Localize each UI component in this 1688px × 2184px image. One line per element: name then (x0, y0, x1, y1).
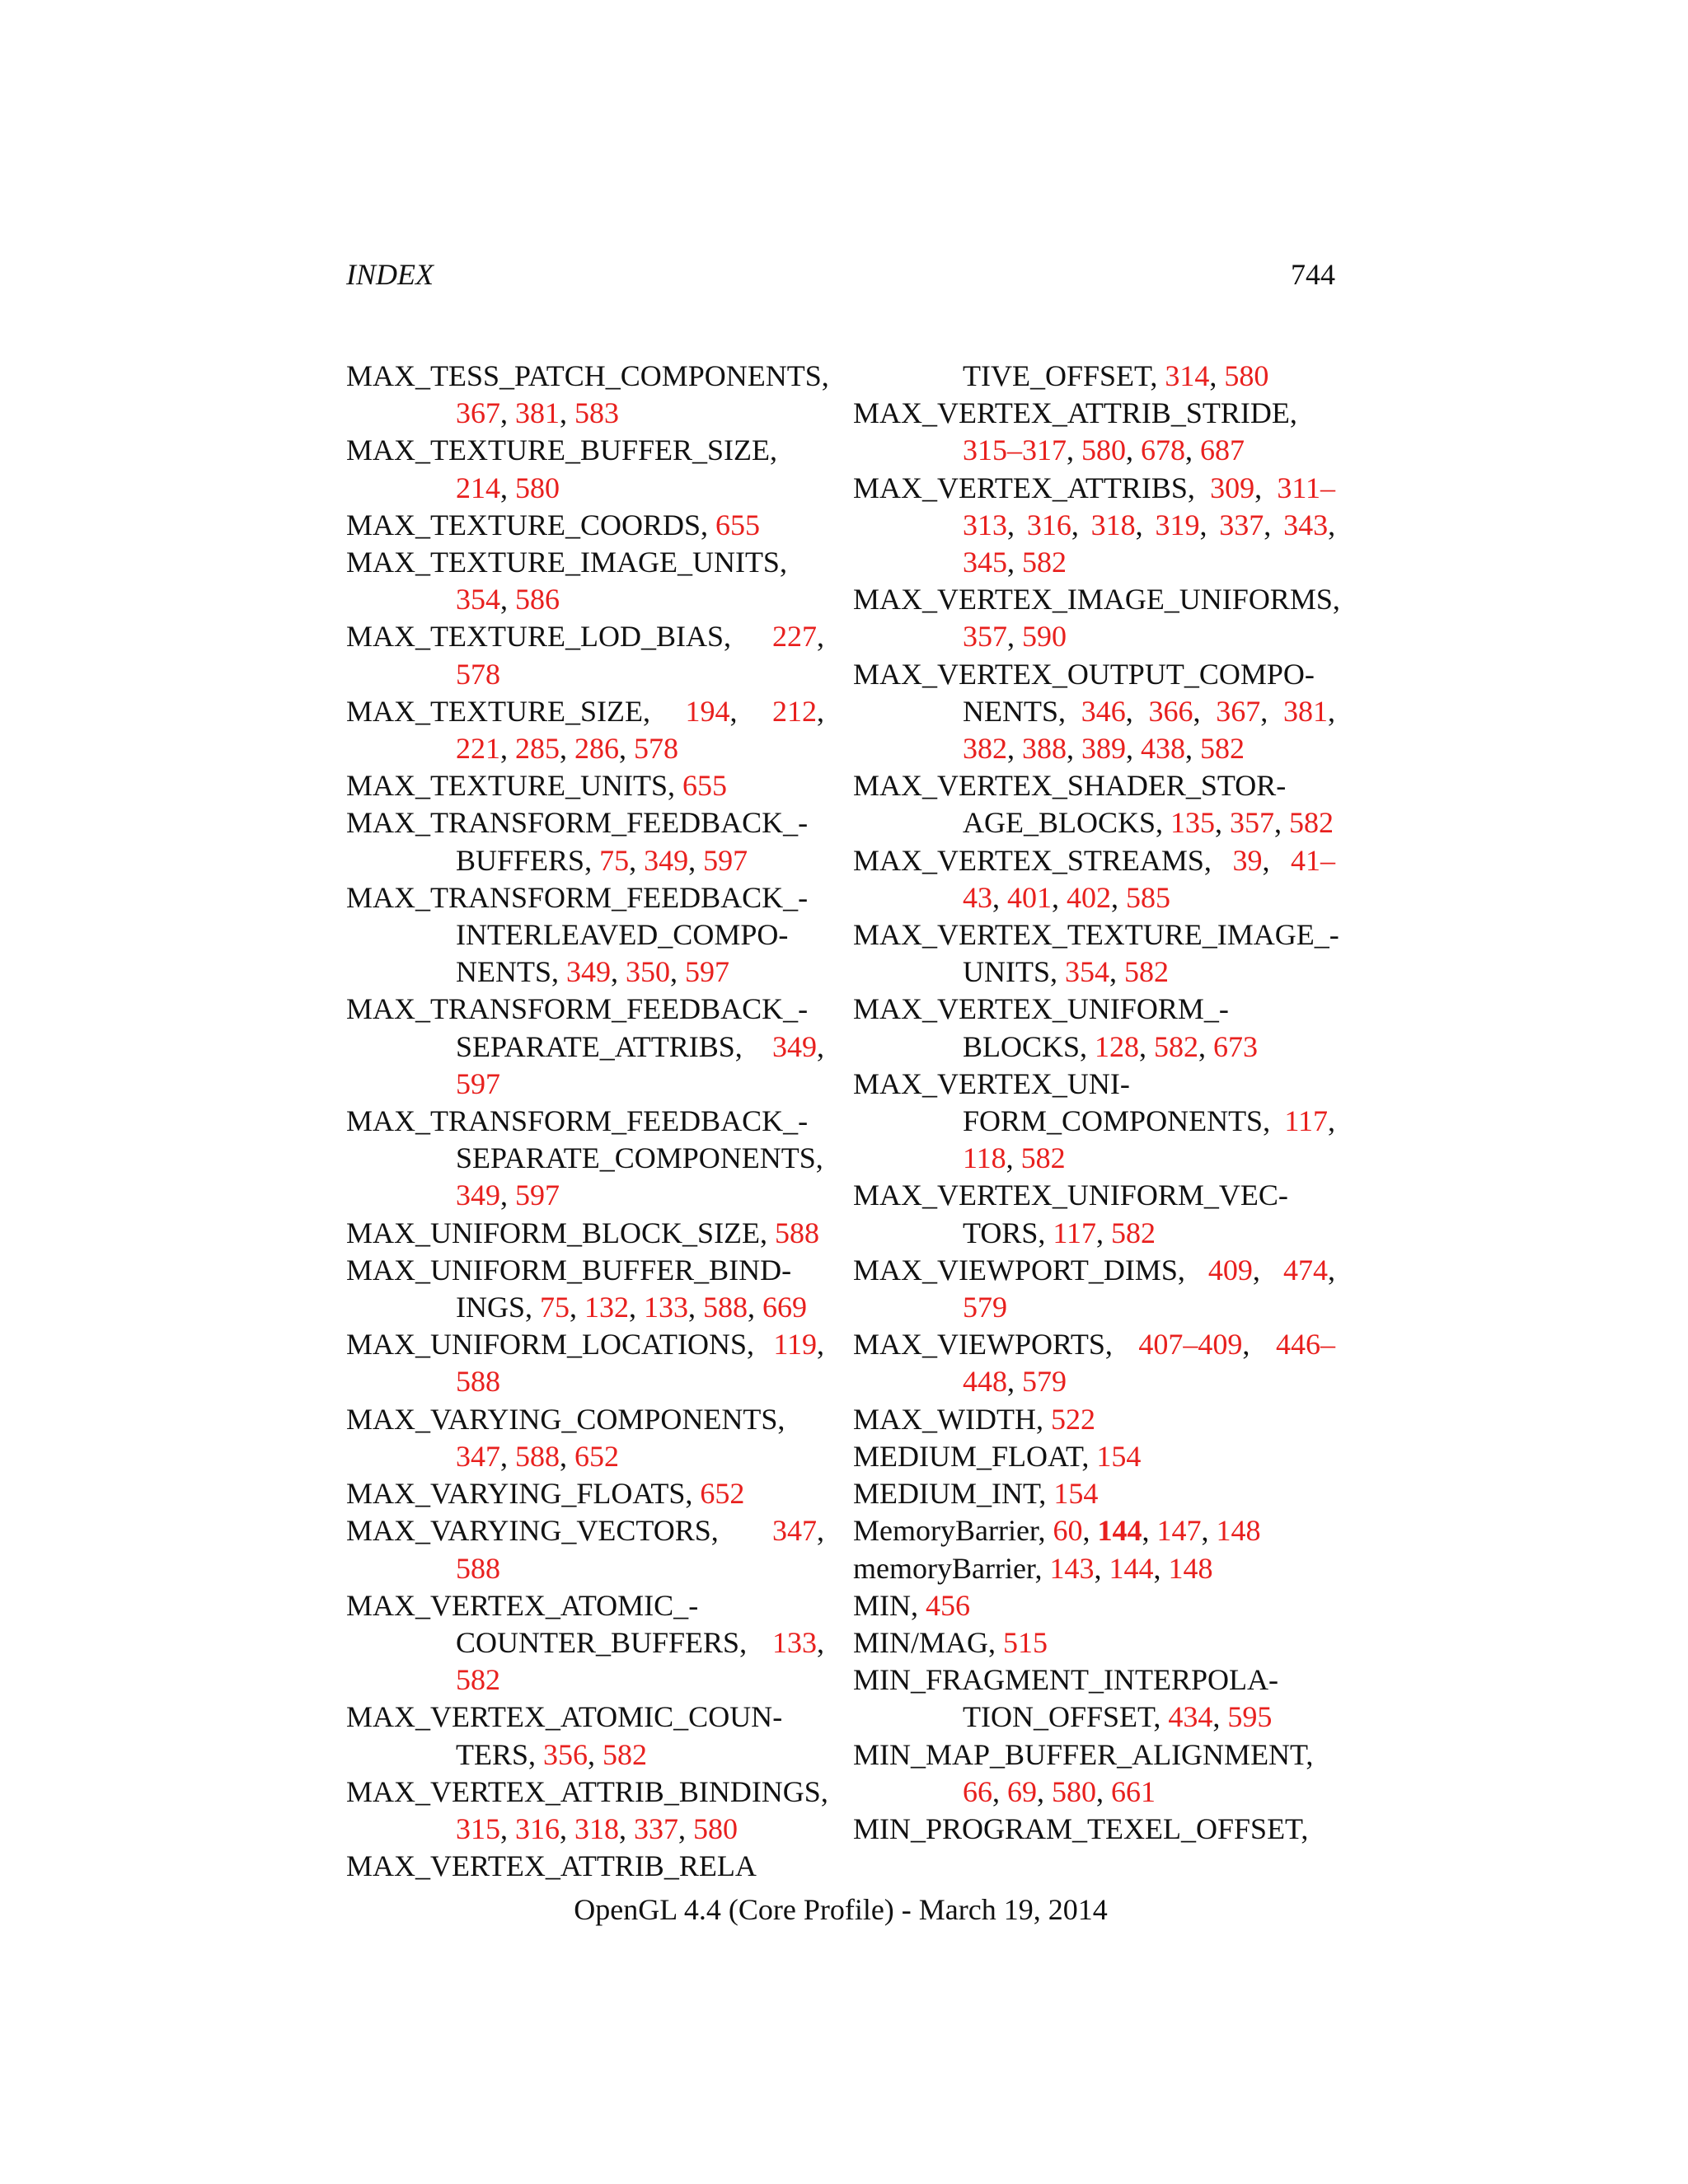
page-link[interactable]: 66 (963, 1774, 992, 1808)
page-link[interactable]: 434 (1168, 1700, 1213, 1734)
page-link[interactable]: 354 (1065, 955, 1109, 989)
index-entry: MAX_TRANSFORM_FEEDBACK_INTERLEAVED_COMPONENTS, 349, 350, 597 (346, 880, 809, 989)
page-link[interactable]: 409 (1207, 1253, 1253, 1286)
page-link[interactable]: 597 (515, 1179, 560, 1212)
page-link[interactable]: 446–448 (963, 1328, 1335, 1399)
page-link[interactable]: 147 (1156, 1514, 1202, 1548)
page-link[interactable]: 133 (772, 1625, 817, 1659)
index-term: memoryBarrier, (853, 1551, 1043, 1585)
page-link[interactable]: 580 (1224, 359, 1269, 392)
page-link[interactable]: 582 (456, 1663, 500, 1697)
page-link[interactable]: 144 (1109, 1551, 1154, 1585)
page-link[interactable]: 578 (456, 657, 500, 691)
page-link[interactable]: 285 (515, 732, 560, 766)
index-term: MAX_UNIFORM_BLOCK_SIZE, (346, 1216, 768, 1249)
index-entry: MAX_VERTEX_UNIFORM_BLOCKS, 128, 582, 673 (853, 992, 1259, 1063)
running-head: INDEX (346, 258, 434, 291)
page-link[interactable]: 144 (1097, 1514, 1142, 1548)
index-term: MEDIUM_INT, (853, 1477, 1047, 1511)
index-term: MAX_VERTEX_UNIFORM_BLOCKS, (853, 992, 1229, 1063)
page-link[interactable]: 357 (963, 620, 1007, 654)
page-link[interactable]: 143 (1049, 1551, 1095, 1585)
page-link[interactable]: 582 (1200, 732, 1245, 766)
index-term: MAX_VERTEX_UNIFORM_VECTORS, (853, 1179, 1288, 1249)
index-term: MAX_VERTEX_ATOMIC_COUNTER_BUFFERS, (346, 1588, 748, 1659)
index-term: MAX_VIEWPORTS, (853, 1328, 1113, 1361)
page-link[interactable]: 582 (1124, 955, 1169, 989)
index-entry: MAX_TEXTURE_IMAGE_UNITS, 354, 586 (346, 546, 787, 616)
index-term: MAX_VERTEX_IMAGE_UNIFORMS, (853, 583, 1340, 616)
index-term: MAX_VERTEX_STREAMS, (853, 843, 1212, 877)
index-term: MAX_VARYING_COMPONENTS, (346, 1402, 785, 1436)
index-entry: MAX_TEXTURE_SIZE, 194, 212, 221, 285, 286, 578 (346, 694, 824, 766)
page-link[interactable]: 69 (1007, 1774, 1037, 1808)
page-link[interactable]: 154 (1096, 1439, 1142, 1473)
page-link[interactable]: 346 (1081, 694, 1126, 728)
index-entry: MAX_TEXTURE_BUFFER_SIZE, 214, 580 (346, 434, 778, 504)
page-link[interactable]: 212 (772, 694, 817, 728)
page-link[interactable]: 678 (1141, 434, 1185, 467)
index-entry: MAX_UNIFORM_LOCATIONS, 119, 588 (346, 1328, 824, 1399)
index-term: MAX_TRANSFORM_FEEDBACK_SEPARATE_COMPONENTS, (346, 1104, 823, 1175)
page-link[interactable]: 227 (772, 620, 817, 654)
page-link[interactable]: 588 (456, 1551, 500, 1585)
index-entry: MAX_VERTEX_ATOMIC_COUNTER_BUFFERS, 133, 582 (346, 1588, 824, 1697)
page-link[interactable]: 309 (1210, 471, 1255, 504)
page-link[interactable]: 655 (682, 769, 727, 803)
index-term: MIN_MAP_BUFFER_ALIGNMENT, (853, 1737, 1314, 1771)
index-entry (346, 1475, 824, 1512)
page-link[interactable]: 669 (762, 1291, 808, 1324)
page-link[interactable]: 154 (1053, 1477, 1099, 1511)
index-term: MAX_VERTEX_SHADER_STORAGE_BLOCKS, (853, 769, 1287, 840)
page-link[interactable]: 133 (644, 1291, 689, 1324)
index-entry (853, 1811, 1335, 1848)
index-term: MAX_TEXTURE_BUFFER_SIZE, (346, 434, 778, 467)
index-term: MIN, (853, 1588, 918, 1622)
index-entry: MAX_VERTEX_ATTRIB_BINDINGS, 315, 316, 318, 337, 580 (346, 1774, 828, 1845)
page-link[interactable]: 586 (515, 583, 560, 616)
index-entry: TIVE_OFFSET, 314, 580 (963, 359, 1269, 392)
page-link[interactable]: 148 (1168, 1551, 1213, 1585)
page-link[interactable]: 522 (1050, 1402, 1095, 1436)
index-entry (346, 507, 824, 544)
index-entry: memoryBarrier, 143, 144, 148 (853, 1551, 1213, 1585)
index-term: MIN_FRAGMENT_INTERPOLATION_OFFSET, (853, 1663, 1278, 1734)
index-term: MAX_VERTEX_ATTRIBS, (853, 471, 1195, 504)
index-entry: MAX_VERTEX_IMAGE_UNIFORMS, 357, 590 (853, 583, 1340, 654)
page-header (346, 257, 1335, 298)
page-link[interactable]: 389 (1081, 732, 1126, 766)
page-link[interactable]: 582 (1020, 1141, 1066, 1175)
index-term: MAX_VERTEX_ATTRIB_BINDINGS, (346, 1774, 828, 1808)
index-term: MAX_TESS_PATCH_COMPONENTS, (346, 359, 829, 392)
page-link[interactable]: 343 (1283, 508, 1329, 541)
page-link[interactable]: 582 (603, 1737, 648, 1771)
index-term: MIN/MAG, (853, 1625, 996, 1659)
page-link[interactable]: 119 (773, 1328, 817, 1361)
index-entry: MAX_VERTEX_ATTRIBS, 309, 311–313, 316, 318, 319, 337, 343, 345, 582 (853, 471, 1336, 579)
page-link[interactable]: 221 (456, 732, 500, 766)
page-link[interactable]: 474 (1283, 1253, 1328, 1286)
page-link[interactable]: 318 (1090, 508, 1136, 541)
page-link[interactable]: 349 (566, 955, 611, 989)
index-term: MAX_TEXTURE_UNITS, (346, 769, 675, 803)
page-link[interactable]: 401 (1007, 880, 1052, 914)
page-link[interactable]: 585 (1126, 880, 1170, 914)
page-link[interactable]: 117 (1053, 1216, 1097, 1249)
page-link[interactable]: 366 (1148, 694, 1193, 728)
page-link[interactable]: 319 (1155, 508, 1200, 541)
page-link[interactable]: 580 (1052, 1774, 1096, 1808)
index-entry: MAX_VERTEX_UNIFORM_VECTORS, 117, 582 (853, 1179, 1288, 1249)
page-link[interactable]: 367 (456, 396, 500, 430)
page-link[interactable]: 381 (515, 396, 560, 430)
index-entry (346, 1848, 824, 1885)
page-link[interactable]: 582 (1154, 1029, 1199, 1063)
page-link[interactable]: 357 (1230, 806, 1275, 840)
page-link[interactable]: 580 (1081, 434, 1126, 467)
page-link[interactable]: 515 (1003, 1625, 1048, 1659)
index-term: MAX_UNIFORM_LOCATIONS, (346, 1328, 755, 1361)
index-term: MIN_PROGRAM_TEXEL_OFFSET, (853, 1811, 1309, 1845)
page-footer: OpenGL 4.4 (Core Profile) - March 19, 2014 (574, 1893, 1108, 1926)
page-link[interactable]: 345 (963, 546, 1007, 579)
page-link[interactable]: 117 (1284, 1104, 1328, 1138)
index-entry (346, 1215, 824, 1252)
page-link[interactable]: 582 (1289, 806, 1334, 840)
page-link[interactable]: 39 (1232, 843, 1263, 877)
page-link[interactable]: 597 (456, 1066, 500, 1100)
page-link[interactable]: 349 (456, 1179, 500, 1212)
page-link[interactable]: 595 (1227, 1700, 1273, 1734)
page-link[interactable]: 75 (540, 1291, 570, 1324)
index-term: MAX_TRANSFORM_FEEDBACK_SEPARATE_ATTRIBS, (346, 992, 809, 1063)
page-link[interactable]: 314 (1165, 359, 1210, 392)
index-entry: MAX_VERTEX_UNIFORM_COMPONENTS, 117, 118, 582 (853, 1066, 1335, 1175)
index-term: MAX_TEXTURE_SIZE, (346, 694, 650, 728)
page-link[interactable]: 337 (634, 1811, 678, 1845)
page-link[interactable]: 588 (515, 1439, 560, 1473)
index-entry: MAX_VERTEX_OUTPUT_COMPONENTS, 346, 366, 367, 381, 382, 388, 389, 438, 582 (853, 657, 1335, 766)
page-link[interactable]: 349 (644, 843, 689, 877)
page-link[interactable]: 75 (599, 843, 630, 877)
index-entry: MAX_VERTEX_ATOMIC_COUNTERS, 356, 582 (346, 1700, 783, 1771)
page-link[interactable]: 135 (1170, 806, 1216, 840)
page-link[interactable]: 347 (456, 1439, 500, 1473)
index-term: MAX_VARYING_FLOATS, (346, 1477, 693, 1511)
index-entry: MemoryBarrier, 60, 144, 147, 148 (853, 1514, 1261, 1548)
page-link[interactable]: 661 (1111, 1774, 1156, 1808)
page-link[interactable]: 214 (456, 471, 500, 504)
page-link[interactable]: 402 (1067, 880, 1111, 914)
index-term: MAX_VARYING_VECTORS, (346, 1514, 719, 1548)
index-column-left (346, 358, 829, 1885)
page-link[interactable]: 456 (926, 1588, 970, 1622)
page-link[interactable]: 132 (584, 1291, 630, 1324)
index-term: MAX_VERTEX_UNIFORM_COMPONENTS, (853, 1066, 1271, 1138)
index-entry: MAX_TEXTURE_LOD_BIAS, 227, 578 (346, 620, 824, 691)
page-link[interactable]: 367 (1216, 694, 1261, 728)
index-term: MEDIUM_FLOAT, (853, 1439, 1090, 1473)
page-link[interactable]: 41–43 (963, 843, 1335, 914)
page-link[interactable]: 407–409 (1138, 1328, 1243, 1361)
page-link[interactable]: 597 (685, 955, 729, 989)
index-term: MAX_TEXTURE_LOD_BIAS, (346, 620, 731, 654)
page-link[interactable]: 356 (543, 1737, 588, 1771)
index-entry: MAX_TRANSFORM_FEEDBACK_SEPARATE_COMPONENTS, 349, 597 (346, 1104, 823, 1212)
page-link[interactable]: 655 (715, 508, 761, 541)
page-link[interactable]: 582 (1111, 1216, 1156, 1249)
page-link[interactable]: 316 (515, 1811, 560, 1845)
page-link[interactable]: 315 (456, 1811, 500, 1845)
page-link[interactable]: 60 (1053, 1514, 1083, 1548)
index-entry: MAX_VIEWPORT_DIMS, 409, 474, 579 (853, 1253, 1335, 1324)
page-link[interactable]: 388 (1022, 732, 1067, 766)
page-link[interactable]: 590 (1022, 620, 1067, 654)
page-link[interactable]: 652 (574, 1439, 619, 1473)
index-entry: MAX_VERTEX_STREAMS, 39, 41–43, 401, 402, 585 (853, 843, 1335, 914)
index-entry (853, 1587, 1335, 1624)
index-term: MAX_VERTEX_ATTRIB_RELA (346, 1849, 757, 1883)
index-term: TIVE_OFFSET, (963, 359, 1158, 392)
index-term: MAX_VERTEX_TEXTURE_IMAGE_UNITS, (853, 918, 1339, 989)
index-entry: MAX_VERTEX_SHADER_STORAGE_BLOCKS, 135, 357, 582 (853, 769, 1334, 840)
page-link[interactable]: 349 (772, 1029, 817, 1063)
page-link[interactable]: 350 (626, 955, 670, 989)
index-entry: MAX_UNIFORM_BUFFER_BINDINGS, 75, 132, 133, 588, 669 (346, 1253, 808, 1324)
page-link[interactable]: 318 (574, 1811, 619, 1845)
index-term: MAX_VERTEX_ATTRIB_STRIDE, (853, 396, 1297, 430)
page-link[interactable]: 382 (963, 732, 1007, 766)
index-term: MAX_VERTEX_OUTPUT_COMPONENTS, (853, 657, 1315, 728)
page-link[interactable]: 354 (456, 583, 500, 616)
index-term: MAX_VERTEX_ATOMIC_COUNTERS, (346, 1700, 783, 1771)
index-entry (346, 767, 824, 804)
index-entry (853, 1624, 1335, 1661)
index-term: MAX_UNIFORM_BUFFER_BINDINGS, (346, 1253, 792, 1324)
page-link[interactable]: 128 (1095, 1029, 1140, 1063)
page-number: 744 (1291, 258, 1335, 291)
index-entry: MAX_VERTEX_ATTRIB_STRIDE, 315–317, 580, 678, 687 (853, 396, 1297, 467)
page-link[interactable]: 588 (703, 1291, 748, 1324)
index-term: MAX_WIDTH, (853, 1402, 1043, 1436)
page-link[interactable]: 588 (456, 1365, 500, 1399)
page-link[interactable]: 438 (1141, 732, 1185, 766)
index-column-right (853, 358, 1340, 1848)
page-link[interactable]: 580 (515, 471, 560, 504)
index-entry (853, 1475, 1335, 1512)
page-link[interactable]: 583 (574, 396, 619, 430)
page-link[interactable]: 687 (1200, 434, 1245, 467)
index-term: MAX_TRANSFORM_FEEDBACK_BUFFERS, (346, 806, 809, 877)
index-entry (853, 1401, 1335, 1438)
page-link[interactable]: 337 (1219, 508, 1264, 541)
index-entry: MAX_VIEWPORTS, 407–409, 446–448, 579 (853, 1328, 1335, 1399)
page-link[interactable]: 578 (634, 732, 678, 766)
page-link[interactable]: 148 (1216, 1514, 1261, 1548)
page-link[interactable]: 579 (1022, 1365, 1067, 1399)
page-link[interactable]: 580 (693, 1811, 738, 1845)
page-link[interactable]: 673 (1213, 1029, 1259, 1063)
page-link[interactable]: 381 (1283, 694, 1328, 728)
page-link[interactable]: 588 (775, 1216, 820, 1249)
index-entry: MAX_VERTEX_TEXTURE_IMAGE_UNITS, 354, 582 (853, 918, 1339, 989)
index-term: MAX_TEXTURE_IMAGE_UNITS, (346, 546, 787, 579)
index-term: MAX_TEXTURE_COORDS, (346, 508, 709, 541)
page-link[interactable]: 347 (772, 1514, 817, 1548)
page-link[interactable]: 315–317 (963, 434, 1067, 467)
page-link[interactable]: 286 (574, 732, 619, 766)
index-term: MAX_VIEWPORT_DIMS, (853, 1253, 1185, 1286)
page-link[interactable]: 582 (1022, 546, 1067, 579)
index-entry: MAX_TRANSFORM_FEEDBACK_SEPARATE_ATTRIBS, 349, 597 (346, 992, 824, 1100)
index-term: MemoryBarrier, (853, 1514, 1046, 1548)
index-entry: MIN_FRAGMENT_INTERPOLATION_OFFSET, 434, 595 (853, 1663, 1278, 1734)
index-entry: MAX_TRANSFORM_FEEDBACK_BUFFERS, 75, 349, 597 (346, 806, 809, 877)
page-link[interactable]: 652 (700, 1477, 745, 1511)
page-link[interactable]: 194 (685, 694, 730, 728)
page-link[interactable]: 597 (703, 843, 748, 877)
index-term: MAX_TRANSFORM_FEEDBACK_INTERLEAVED_COMPONENTS, (346, 880, 809, 989)
page-link[interactable]: 118 (963, 1141, 1006, 1175)
index-entry: MIN_MAP_BUFFER_ALIGNMENT, 66, 69, 580, 661 (853, 1737, 1314, 1808)
page-link[interactable]: 311–313 (963, 471, 1336, 541)
index-entry (853, 1438, 1335, 1475)
index-entry: MAX_TESS_PATCH_COMPONENTS, 367, 381, 583 (346, 359, 829, 430)
page-link[interactable]: 579 (963, 1291, 1007, 1324)
index-entry: MAX_VARYING_COMPONENTS, 347, 588, 652 (346, 1402, 785, 1473)
page-link[interactable]: 316 (1026, 508, 1071, 541)
index-entry: MAX_VARYING_VECTORS, 347, 588 (346, 1514, 824, 1585)
